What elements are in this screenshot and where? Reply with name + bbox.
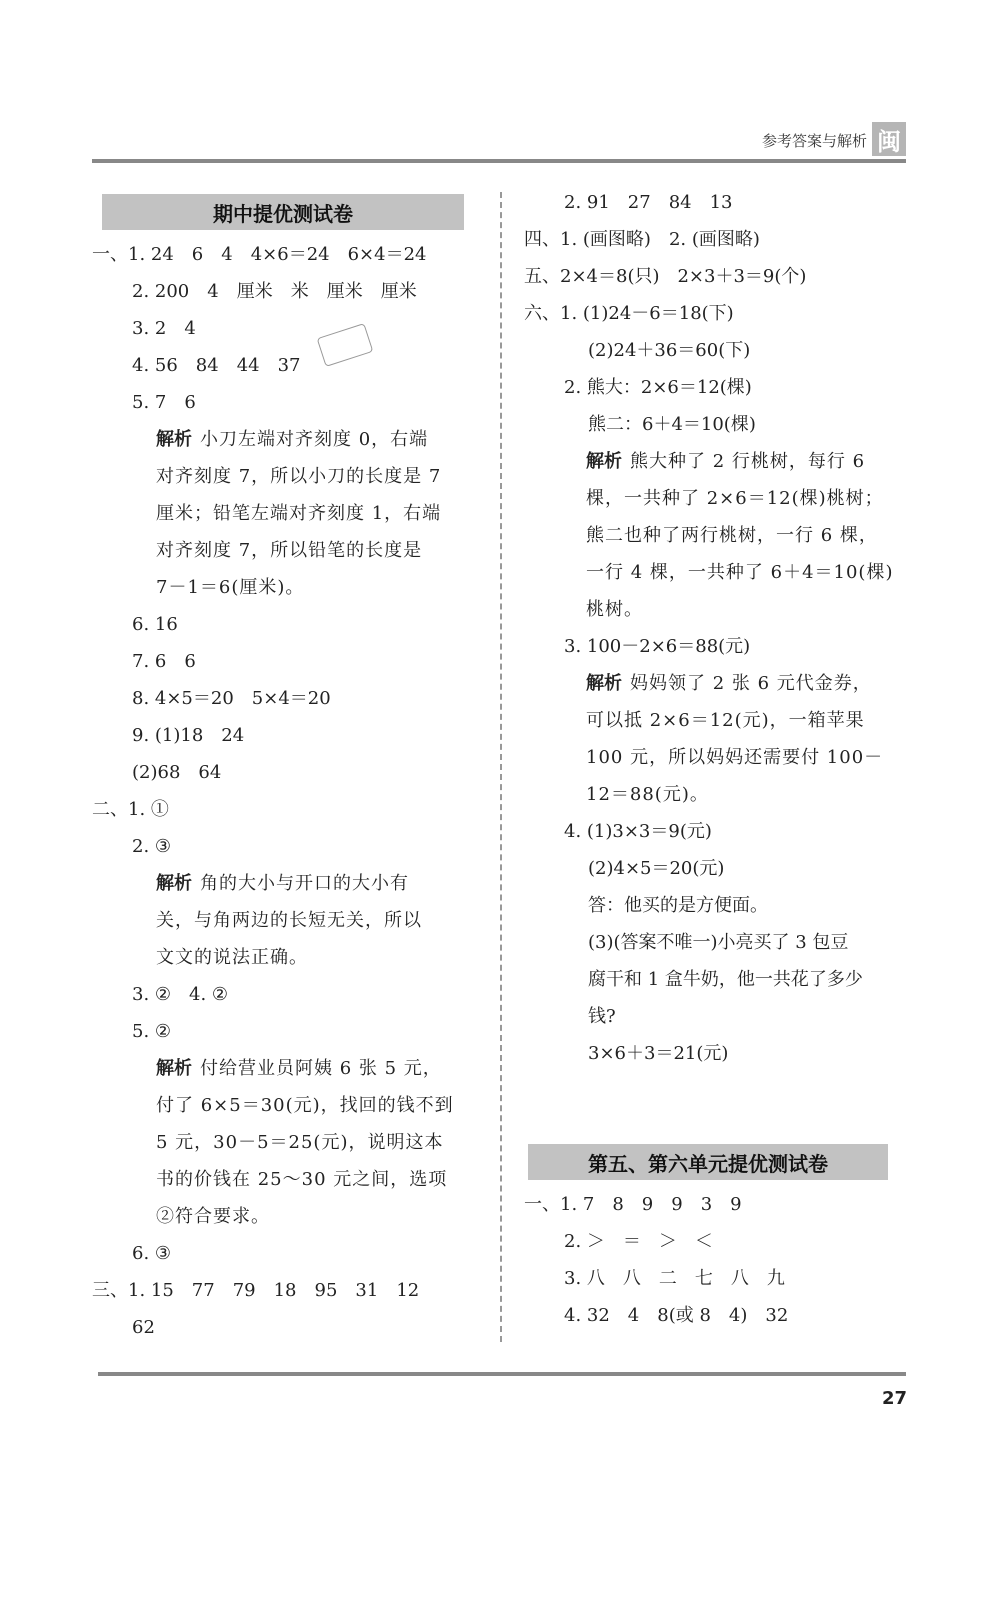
answer-line: (2)68 64 <box>132 762 222 783</box>
explanation-line: 书的价钱在 25～30 元之间，选项 <box>156 1169 448 1190</box>
column-divider <box>500 192 502 1342</box>
answer-line: 二、1. ① <box>92 799 169 820</box>
explanation-text: 熊大种了 2 行桃树，每行 6 <box>630 451 866 472</box>
answer-line: (3)(答案不唯一)小亮买了 3 包豆 <box>588 932 849 953</box>
answer-line: 9. (1)18 24 <box>132 725 245 746</box>
answer-line: 4. (1)3×3＝9(元) <box>564 821 712 842</box>
explanation-text: 角的大小与开口的大小有 <box>200 873 409 894</box>
answer-line: 三、1. 15 77 79 18 95 31 12 <box>92 1280 420 1301</box>
explanation-line: 关，与角两边的长短无关，所以 <box>156 910 422 931</box>
explanation-line: 可以抵 2×6＝12(元)，一箱苹果 <box>586 710 865 731</box>
header-badge: 闽 <box>872 122 906 156</box>
answer-line: 5. ② <box>132 1021 172 1042</box>
answer-line: (2)4×5＝20(元) <box>588 858 725 879</box>
explanation-line: 一行 4 棵，一共种了 6＋4＝10(棵) <box>586 562 894 583</box>
page-number: 27 <box>881 1388 907 1409</box>
explanation-line <box>524 665 909 702</box>
answer-line: 熊二：6＋4＝10(棵) <box>588 414 756 435</box>
answer-line: 5. 7 6 <box>132 392 196 413</box>
explanation-line: 对齐刻度 7，所以小刀的长度是 7 <box>156 466 442 487</box>
answer-line: 2. ③ <box>132 836 172 857</box>
explanation-tag: 解析 <box>586 673 622 694</box>
explanation-line: 桃树。 <box>586 599 643 620</box>
answer-line: 3. 100－2×6＝88(元) <box>564 636 751 657</box>
explanation-line: 棵，一共种了 2×6＝12(棵)桃树； <box>586 488 884 509</box>
answer-line: 6. ③ <box>132 1243 172 1264</box>
answer-line: 腐干和 1 盒牛奶，他一共花了多少 <box>588 969 863 990</box>
explanation-line: 付了 6×5＝30(元)，找回的钱不到 <box>156 1095 454 1116</box>
explanation-tag: 解析 <box>156 429 192 450</box>
answer-line: 五、2×4＝8(只) 2×3＋3＝9(个) <box>524 266 807 287</box>
explanation-line <box>92 1050 482 1087</box>
answer-line: 一、1. 24 6 4 4×6＝24 6×4＝24 <box>92 244 427 265</box>
bottom-rule <box>98 1372 906 1376</box>
answer-line: 4. 32 4 8(或 8 4) 32 <box>564 1305 789 1326</box>
explanation-line <box>92 865 482 902</box>
right-column <box>524 184 909 1334</box>
explanation-text: 妈妈领了 2 张 6 元代金券， <box>630 673 872 694</box>
answer-line: 2. ＞ ＝ ＞ ＜ <box>564 1231 713 1252</box>
header-label: 参考答案与解析 <box>761 132 867 150</box>
explanation-tag: 解析 <box>156 1058 192 1079</box>
explanation-line: 5 元，30－5＝25(元)，说明这本 <box>156 1132 444 1153</box>
answer-line: 答：他买的是方便面。 <box>588 895 768 916</box>
explanation-line: ②符合要求。 <box>156 1206 270 1227</box>
answer-line: 3. 八 八 二 七 八 九 <box>564 1268 785 1289</box>
explanation-tag: 解析 <box>156 873 192 894</box>
answer-line: 一、1. 7 8 9 9 3 9 <box>524 1194 742 1215</box>
answer-line: 四、1. (画图略) 2. (画图略) <box>524 229 760 250</box>
answer-line: (2)24＋36＝60(下) <box>588 340 751 361</box>
explanation-text: 小刀左端对齐刻度 0，右端 <box>200 429 429 450</box>
section-title-midterm: 期中提优测试卷 <box>102 194 464 230</box>
explanation-line: 熊二也种了两行桃树，一行 6 棵， <box>586 525 878 546</box>
explanation-line: 文文的说法正确。 <box>156 947 308 968</box>
answer-line: 六、1. (1)24－6＝18(下) <box>524 303 734 324</box>
explanation-tag: 解析 <box>586 451 622 472</box>
explanation-line: 100 元，所以妈妈还需要付 100－ <box>586 747 884 768</box>
answer-line: 2. 熊大：2×6＝12(棵) <box>564 377 752 398</box>
answer-line: 4. 56 84 44 37 <box>132 355 301 376</box>
answer-line: 3. 2 4 <box>132 318 196 339</box>
explanation-line: 7－1＝6(厘米)。 <box>156 577 305 598</box>
explanation-line: 12＝88(元)。 <box>586 784 709 805</box>
section-title-unit-5-6: 第五、第六单元提优测试卷 <box>528 1144 888 1180</box>
answer-line: 2. 200 4 厘米 米 厘米 厘米 <box>132 281 417 302</box>
answer-line: 钱? <box>588 1006 616 1027</box>
answer-line: 6. 16 <box>132 614 178 635</box>
answer-line: 62 <box>132 1317 155 1338</box>
answer-line: 8. 4×5＝20 5×4＝20 <box>132 688 331 709</box>
explanation-line: 对齐刻度 7，所以铅笔的长度是 <box>156 540 423 561</box>
left-column <box>92 192 482 1346</box>
explanation-text: 付给营业员阿姨 6 张 5 元， <box>200 1058 442 1079</box>
answer-line: 3×6＋3＝21(元) <box>588 1043 729 1064</box>
answer-line: 3. ② 4. ② <box>132 984 229 1005</box>
explanation-line <box>524 443 909 480</box>
answer-line: 2. 91 27 84 13 <box>564 192 733 213</box>
explanation-line <box>92 421 482 458</box>
explanation-line: 厘米；铅笔左端对齐刻度 1，右端 <box>156 503 442 524</box>
answer-line: 7. 6 6 <box>132 651 196 672</box>
top-rule <box>92 159 906 163</box>
